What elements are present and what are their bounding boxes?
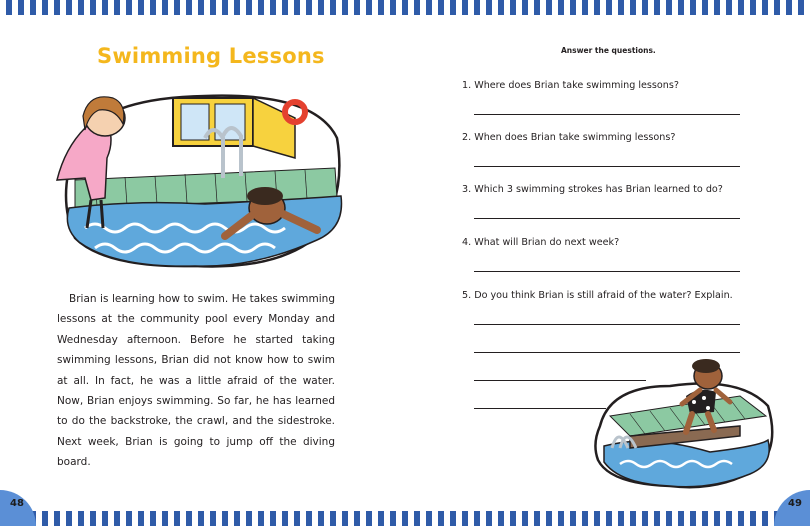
page-number-right: 49 <box>774 490 810 526</box>
answer-line-4[interactable] <box>474 271 740 272</box>
question-3: 3. Which 3 swimming strokes has Brian learned to do? <box>462 184 723 195</box>
answer-line-1[interactable] <box>474 114 740 115</box>
page-title: Swimming Lessons <box>97 44 325 68</box>
answer-line-5d[interactable] <box>474 408 606 409</box>
question-4: 4. What will Brian do next week? <box>462 237 620 248</box>
question-2: 2. When does Brian take swimming lessons? <box>462 132 676 143</box>
answer-line-5a[interactable] <box>474 324 740 325</box>
diving-board-illustration <box>590 356 780 494</box>
page-number-left: 48 <box>0 490 36 526</box>
question-1: 1. Where does Brian take swimming lessons? <box>462 80 679 91</box>
top-border-stripe <box>0 0 810 15</box>
question-5: 5. Do you think Brian is still afraid of the water? Explain. <box>462 290 733 301</box>
bottom-border-stripe <box>0 511 810 526</box>
swimming-lesson-illustration <box>55 88 345 274</box>
story-paragraph: Brian is learning how to swim. He takes swimming lessons at the community pool every Monday and Wednesday afternoon. Before he started taking swimming lessons, Brian did not know how to swim at all. In fact, he was a little afraid of the water. Now, Brian enjoys swimming. So far, he has learned to do the backstroke, the crawl, and the sidestroke. Next week, Brian is going to jump off the diving board. <box>57 293 335 469</box>
answer-line-2[interactable] <box>474 166 740 167</box>
answer-line-3[interactable] <box>474 218 740 219</box>
instructions: Answer the questions. <box>561 46 656 55</box>
answer-line-5b[interactable] <box>474 352 740 353</box>
